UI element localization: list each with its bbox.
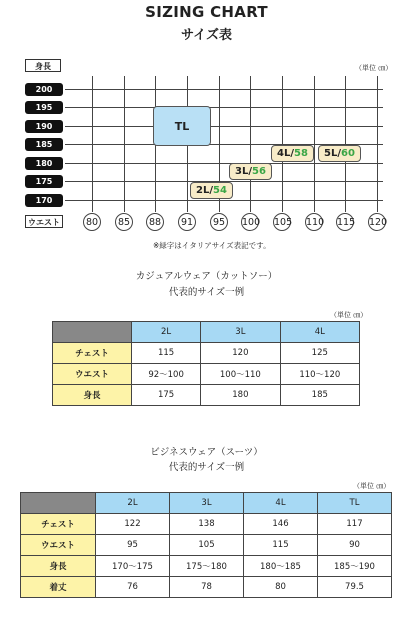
- table-cell: 105: [170, 535, 244, 556]
- table-row: [21, 535, 392, 556]
- casual-subtitle: 代表的サイズ一例: [168, 287, 245, 298]
- table-header-row: [53, 322, 360, 343]
- height-tick-label: 185: [25, 138, 63, 151]
- casual-size-table: [52, 321, 360, 406]
- table-cell: 146: [244, 514, 318, 535]
- table-header-row: [21, 493, 392, 514]
- row-label: ウエスト: [53, 364, 132, 385]
- waist-tick-label: 105: [273, 213, 291, 231]
- size-label: 5L/: [324, 148, 342, 159]
- row-label: 着丈: [21, 577, 96, 598]
- table-row: [21, 577, 392, 598]
- casual-title: カジュアルウェア（カットソー）: [135, 271, 278, 282]
- height-tick-label: 190: [25, 120, 63, 133]
- waist-tick-label: 91: [178, 213, 196, 231]
- waist-tick-label: 120: [368, 213, 386, 231]
- waist-tick-label: 88: [146, 213, 164, 231]
- column-header: TL: [318, 493, 392, 514]
- table-cell: 115: [132, 343, 201, 364]
- table-cell: 110〜120: [280, 364, 359, 385]
- height-tick-label: 195: [25, 101, 63, 114]
- table-corner: [53, 322, 132, 343]
- table-corner: [21, 493, 96, 514]
- size-label: 4L/: [277, 148, 295, 159]
- table-row: [53, 364, 360, 385]
- column-header: 3L: [201, 322, 280, 343]
- row-label: チェスト: [53, 343, 132, 364]
- table-cell: 120: [201, 343, 280, 364]
- row-label: 身長: [53, 385, 132, 406]
- grid-col-line: [124, 76, 125, 212]
- size-box-5l: [318, 145, 361, 162]
- table-row: [53, 343, 360, 364]
- height-tick-label: 175: [25, 175, 63, 188]
- size-box-4l: [271, 145, 314, 162]
- table-cell: 92〜100: [132, 364, 201, 385]
- grid-col-line: [250, 76, 251, 212]
- table-cell: 180〜185: [244, 556, 318, 577]
- waist-axis-label: ウエスト: [25, 215, 63, 228]
- table-cell: 90: [318, 535, 392, 556]
- table-row: [21, 556, 392, 577]
- waist-tick-label: 115: [336, 213, 354, 231]
- table-cell: 117: [318, 514, 392, 535]
- page-subtitle: サイズ表: [181, 28, 232, 43]
- column-header: 3L: [170, 493, 244, 514]
- waist-tick-label: 80: [83, 213, 101, 231]
- grid-col-line: [92, 76, 93, 212]
- size-box-2l: [190, 182, 233, 199]
- table-cell: 100〜110: [201, 364, 280, 385]
- italian-size-note: ※緑字はイタリアサイズ表記です。: [153, 241, 271, 250]
- size-label: 3L/: [235, 166, 253, 177]
- waist-tick-label: 110: [305, 213, 323, 231]
- waist-tick-label: 85: [115, 213, 133, 231]
- grid-row-line: [65, 163, 383, 164]
- table-cell: 170〜175: [96, 556, 170, 577]
- table-cell: 175〜180: [170, 556, 244, 577]
- italian-size: 56: [252, 166, 266, 177]
- size-box-tl: [153, 106, 211, 146]
- table-cell: 175: [132, 385, 201, 406]
- table-cell: 125: [280, 343, 359, 364]
- table-cell: 115: [244, 535, 318, 556]
- italian-size: 60: [341, 148, 355, 159]
- table-cell: 185: [280, 385, 359, 406]
- waist-tick-label: 95: [210, 213, 228, 231]
- grid-row-line: [65, 200, 383, 201]
- table-cell: 138: [170, 514, 244, 535]
- table-cell: 78: [170, 577, 244, 598]
- column-header: 2L: [132, 322, 201, 343]
- table-cell: 79.5: [318, 577, 392, 598]
- row-label: 身長: [21, 556, 96, 577]
- table-row: [53, 385, 360, 406]
- table-row: [21, 514, 392, 535]
- size-label: 2L/: [196, 185, 214, 196]
- italian-size: 58: [294, 148, 308, 159]
- height-tick-label: 170: [25, 194, 63, 207]
- table-cell: 180: [201, 385, 280, 406]
- size-box-3l: [229, 163, 272, 180]
- grid-row-line: [65, 126, 383, 127]
- table-cell: 80: [244, 577, 318, 598]
- business-title: ビジネスウェア（スーツ）: [150, 447, 263, 458]
- height-tick-label: 200: [25, 83, 63, 96]
- italian-size: 54: [213, 185, 227, 196]
- business-subtitle: 代表的サイズ一例: [168, 462, 245, 473]
- page-title: SIZING CHART: [145, 3, 268, 21]
- business-size-table: [20, 492, 392, 598]
- waist-tick-label: 100: [241, 213, 259, 231]
- size-label: TL: [174, 119, 190, 133]
- table-cell: 185〜190: [318, 556, 392, 577]
- column-header: 4L: [280, 322, 359, 343]
- height-axis-label: 身長: [25, 59, 61, 72]
- grid-row-line: [65, 107, 383, 108]
- row-label: チェスト: [21, 514, 96, 535]
- grid-col-line: [345, 76, 346, 212]
- table-cell: 76: [96, 577, 170, 598]
- height-tick-label: 180: [25, 157, 63, 170]
- casual-unit: （単位 ㎝）: [330, 311, 368, 319]
- column-header: 4L: [244, 493, 318, 514]
- business-unit: （単位 ㎝）: [353, 482, 391, 490]
- table-cell: 122: [96, 514, 170, 535]
- grid-col-line: [377, 76, 378, 212]
- chart-unit: （単位 ㎝）: [355, 64, 393, 72]
- row-label: ウエスト: [21, 535, 96, 556]
- column-header: 2L: [96, 493, 170, 514]
- table-cell: 95: [96, 535, 170, 556]
- grid-row-line: [65, 89, 383, 90]
- grid-col-line: [314, 76, 315, 212]
- grid-col-line: [282, 76, 283, 212]
